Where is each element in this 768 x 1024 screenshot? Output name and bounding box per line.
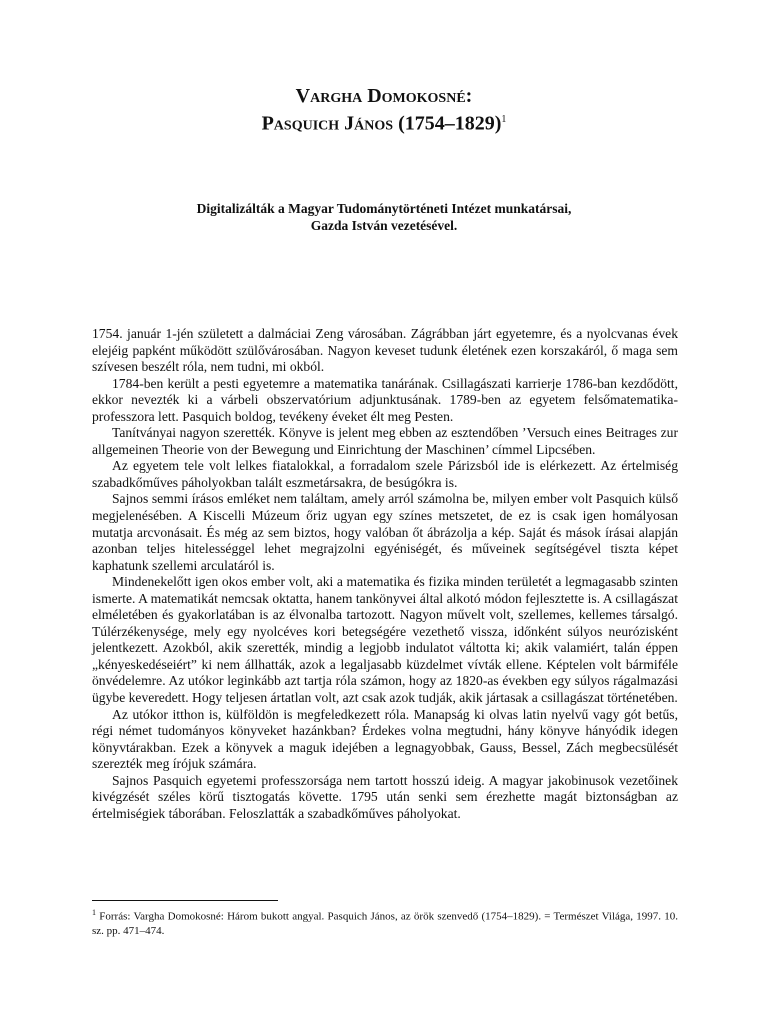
paragraph: Tanítványai nagyon szerették. Könyve is jelent meg ebben az esztendőben ’Versuch eines Beitrages zur allgemeinen Theorie von der Bewegung und Einrichtung der Maschinen’ címmel Lipcsében. bbox=[92, 425, 678, 457]
paragraph: Az utókor itthon is, külföldön is megfeledkezett róla. Manapság ki olvas latin nyelvű vagy gót betűs, régi német tudományos könyveket hazánkban? Érdekes volna megtudni, hány könyve hányódik idegen könyvtárakban. Ezek a könyvek a maguk idejében a legnagyobbak, Gauss, Bessel, Zách megbecsülését szerezték meg írójuk számára. bbox=[92, 706, 678, 772]
credit-line-2: Gazda István vezetésével. bbox=[310, 218, 458, 233]
title-author: Vargha Domokosné: bbox=[295, 85, 473, 107]
digitization-credit bbox=[0, 200, 768, 234]
title-years: (1754–1829) bbox=[398, 112, 502, 135]
paragraph: Az egyetem tele volt lelkes fiatalokkal, a forradalom szele Párizsból ide is elérkezett. Az értelmiség szabadkőműves páholyokban talált eszmetársakra, de besúgókra is. bbox=[92, 458, 678, 490]
body-text bbox=[92, 326, 678, 822]
paragraph: Sajnos Pasquich egyetemi professzorsága nem tartott hosszú ideig. A magyar jakobinusok vezetőinek kivégzését széles körű tisztogatás követte. 1795 után senki sem érezhette magát biztonságban az értelmiségiek táborában. Feloszlatták a szabadkőműves páholyokat. bbox=[92, 772, 678, 821]
title-subject: Pasquich János bbox=[261, 112, 394, 135]
document-title bbox=[0, 84, 768, 136]
footnote-mark: 1 bbox=[92, 908, 96, 917]
paragraph: 1754. január 1-jén született a dalmáciai Zeng városában. Zágrábban járt egyetemre, és a nyolcvanas évek elejéig papként működött szülővárosában. Nagyon keveset tudunk életének ezen korszakáról, ő maga sem szívesen beszélt róla, nem tudni, mi okból. bbox=[92, 326, 678, 375]
credit-line-1: Digitalizálták a Magyar Tudománytörténeti Intézet munkatársai, bbox=[196, 201, 572, 216]
paragraph: Mindenekelőtt igen okos ember volt, aki a matematika és fizika minden területét a legmagasabb szinten ismerte. A matematikát nemcsak oktatta, hanem tankönyvei által alkotó módon fejlesztette is. A csillagászat elméletében és gyakorlatában is az élvonalba tartozott. Nagyon művelt volt, szellemes, kellemes társalgó. Túlérzékenysége, mely egy nyolcéves kori betegségére vezethető vissza, időnként súlyos neurózisként jelentkezett. Azokból, akik szerették, mindig a legjobb indulatot váltotta ki; akik valamiért, talán éppen „kényeskedéseiért” ki nem állhatták, azok a legaljasabb küzdelmet vívták ellene. Képtelen volt bármiféle önvédelemre. Az utókor leginkább azt tartja róla számon, hogy az 1820-as években egy súlyos rágalmazási ügybe keveredett. Hogy teljesen ártatlan volt, azt csak azok tudják, akik jártasak a csillagászat történetében. bbox=[92, 574, 678, 706]
title-subject-line bbox=[0, 108, 768, 136]
title-footnote-mark[interactable]: 1 bbox=[501, 114, 507, 125]
footnote-text: Forrás: Vargha Domokosné: Három bukott angyal. Pasquich János, az örök szenvedő (1754–1829). = Természet Világa, 1997. 10. sz. pp. 471–474. bbox=[92, 910, 679, 938]
footnote-divider bbox=[92, 900, 278, 901]
paragraph: Sajnos semmi írásos emléket nem találtam, amely arról számolna be, milyen ember volt Pasquich külső megjelenésében. A Kiscelli Múzeum őriz ugyan egy színes metszetet, de ez is csak igen homályosan mutatja arcvonásait. És még az sem biztos, hogy valóban őt ábrázolja a kép. Saját és mások írásai alapján azonban teljes hitelességgel lehet megrajzolni egyéniségét, és műveinek segítségével tiszta képet kaphatunk szellemi arculatáról is. bbox=[92, 491, 678, 573]
paragraph: 1784-ben került a pesti egyetemre a matematika tanárának. Csillagászati karrierje 1786-ban kezdődött, ekkor nevezték ki a várbeli obszervatórium adjunktusának. 1789-ben az egyetem felsőmatematika-professzora lett. Pasquich boldog, tevékeny éveket élt meg Pesten. bbox=[92, 375, 678, 424]
footnote bbox=[92, 906, 678, 939]
